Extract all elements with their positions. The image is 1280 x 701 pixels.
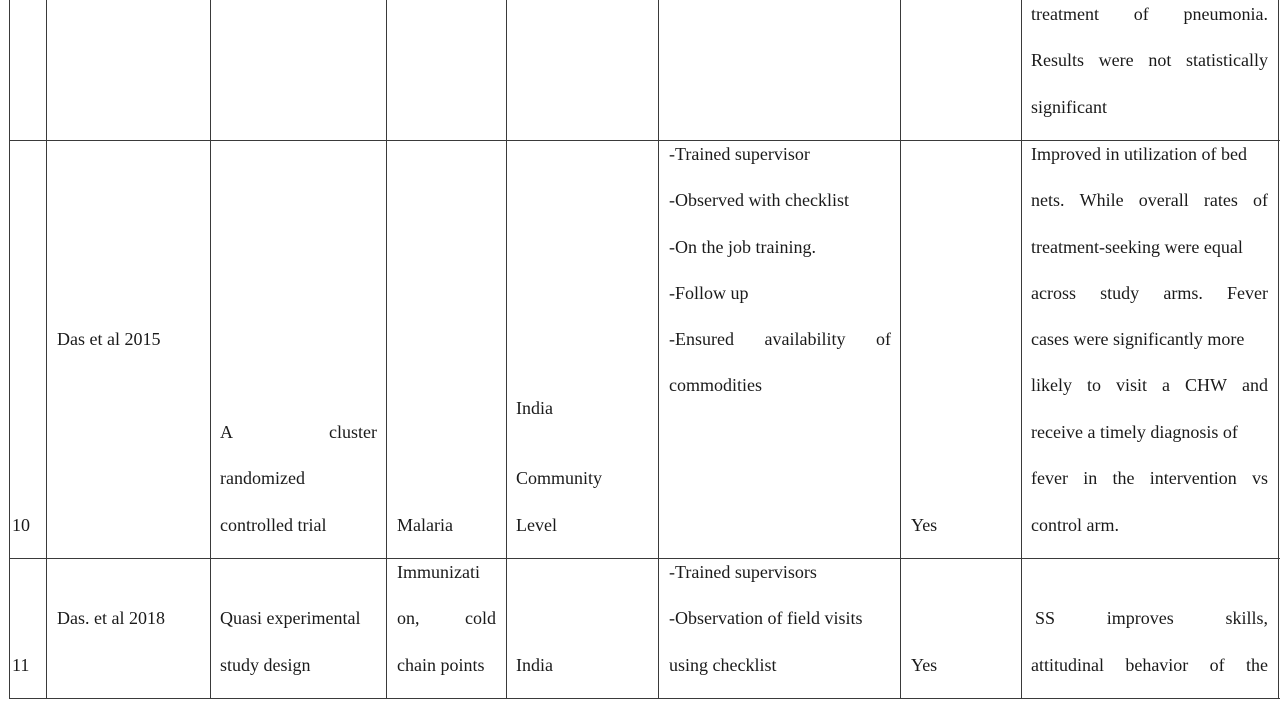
word: overall [1138,190,1189,210]
effect-line [1031,283,1268,303]
answer-cell: Yes [911,655,938,675]
word: Results [1031,50,1085,70]
effect-text: control arm. [1031,515,1119,535]
effect-line [1035,608,1268,628]
intervention-text: -On the job training. [669,237,816,257]
setting-text: Level [516,515,557,535]
word: intervention [1149,468,1237,488]
word: and [1241,375,1268,395]
author-cell: Das. et al 2018 [57,608,165,628]
effect-text: significant [1031,97,1107,117]
column-border [1278,0,1279,698]
word: fever [1031,468,1068,488]
disease-text: Immunizati [397,562,480,582]
design-text: Quasi experimental [220,608,361,628]
setting-cell: India [516,655,553,675]
word: nets. [1031,190,1065,210]
word: skills, [1225,608,1268,628]
word: SS [1035,608,1056,628]
word: of [876,329,891,349]
word: -Ensured [669,329,734,349]
intervention-text: -Observed with checklist [669,190,849,210]
word: likely [1031,375,1072,395]
column-border [506,0,507,698]
intervention-text: -Trained supervisor [669,144,810,164]
intervention-text: -Observation of field visits [669,608,863,628]
word: treatment [1031,4,1099,24]
effect-text: Improved in utilization of bed [1031,144,1247,164]
effect-text: receive a timely diagnosis of [1031,422,1238,442]
word: behavior [1125,655,1189,675]
effect-line [1031,4,1268,24]
word: rates [1203,190,1238,210]
row-border [9,140,1280,141]
effect-line [1031,375,1268,395]
author-cell: Das et al 2015 [57,329,161,349]
word: vs [1251,468,1268,488]
word: statistically [1185,50,1268,70]
word: to [1086,375,1101,395]
intervention-line [669,329,891,349]
setting-text: India [516,398,553,418]
intervention-text: -Trained supervisors [669,562,817,582]
effect-text: treatment-seeking were equal [1031,237,1243,257]
setting-text: Community [516,468,603,488]
word: in [1083,468,1098,488]
row-number: 11 [12,655,30,675]
word: Fever [1227,283,1268,303]
disease-word: on, [397,608,420,628]
word: improves [1106,608,1174,628]
word: arms. [1163,283,1203,303]
design-line [220,422,377,442]
word: of [1133,4,1149,24]
word: the [1246,655,1268,675]
design-text: study design [220,655,311,675]
disease-line [397,608,496,628]
disease-text: chain points [397,655,485,675]
design-word: cluster [329,422,377,442]
effect-line [1031,468,1268,488]
column-border [210,0,211,698]
disease-cell: Malaria [397,515,453,535]
word: not [1148,50,1172,70]
column-border [46,0,47,698]
effect-line [1031,655,1268,675]
word: visit [1115,375,1147,395]
column-border [1021,0,1022,698]
word: a [1161,375,1170,395]
word: across [1031,283,1076,303]
column-border [386,0,387,698]
row-number: 10 [12,515,30,535]
column-border [9,0,10,698]
word: study [1100,283,1140,303]
intervention-text: commodities [669,375,762,395]
design-text: controlled trial [220,515,327,535]
intervention-text: using checklist [669,655,777,675]
design-word: A [220,422,233,442]
word: of [1209,655,1225,675]
row-border [9,698,1280,699]
disease-word: cold [465,608,496,628]
intervention-text: -Follow up [669,283,749,303]
word: pneumonia. [1183,4,1268,24]
answer-cell: Yes [911,515,938,535]
effect-text: cases were significantly more [1031,329,1245,349]
word: availability [764,329,846,349]
word: While [1079,190,1124,210]
word: CHW [1184,375,1227,395]
word: the [1112,468,1135,488]
word: attitudinal [1031,655,1104,675]
design-text: randomized [220,468,305,488]
effect-line [1031,50,1268,70]
column-border [658,0,659,698]
effect-line [1031,190,1268,210]
word: were [1098,50,1134,70]
row-border [9,558,1280,559]
column-border [900,0,901,698]
word: of [1252,190,1268,210]
